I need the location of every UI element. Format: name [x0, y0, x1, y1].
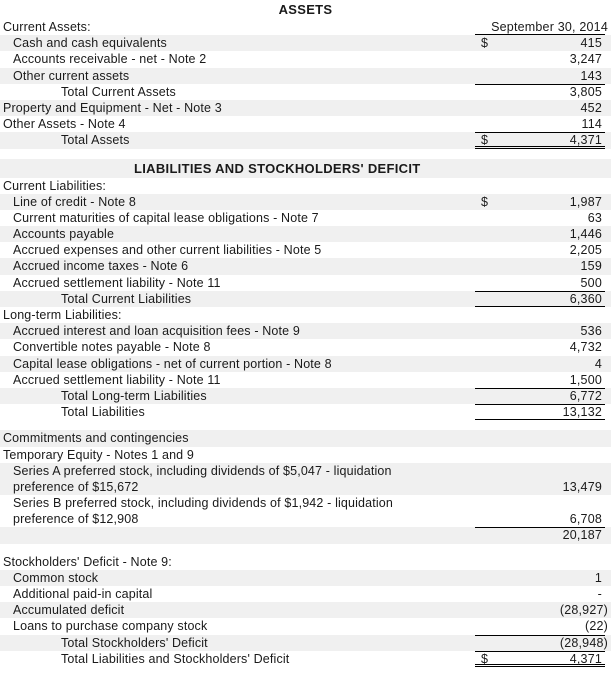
liability-row: Accounts payable 1,446: [0, 226, 611, 242]
total-liabilities-row: Total Liabilities 13,132: [0, 404, 611, 420]
liability-row: Accrued settlement liability - Note 11 500: [13, 275, 602, 290]
longterm-liabilities-header-row: Long-term Liabilities:: [3, 308, 122, 322]
equity-row: Common stock 1: [0, 570, 611, 586]
total-current-assets-row: Total Current Assets 3,805: [0, 84, 611, 100]
total-assets-row: Total Assets $ 4,371: [0, 132, 611, 148]
preferred-stock-row: Series A preferred stock, including dividends of $5,047 - liquidation preference of $15,672 13,479: [0, 463, 611, 495]
liability-row: Capital lease obligations - net of current portion - Note 8 4: [0, 356, 611, 372]
temporary-equity-total-row: 20,187: [0, 527, 611, 543]
temporary-equity-header-row: Temporary Equity - Notes 1 and 9: [3, 447, 194, 462]
grand-total-row: Total Liabilities and Stockholders' Deficit $ 4,371: [0, 651, 611, 667]
liability-row: Accrued settlement liability - Note 11 1,500: [13, 372, 602, 387]
other-assets-row: Other Assets - Note 4 114: [3, 117, 602, 132]
preferred-stock-row: Series B preferred stock, including dividends of $1,942 - liquidation preference of $12,908 6,708: [13, 496, 602, 527]
liability-row: Accrued expenses and other current liabilities - Note 5 2,205: [13, 243, 602, 258]
liability-row: Line of credit - Note 8 $ 1,987: [0, 194, 611, 210]
date-column-header: September 30, 2014: [491, 20, 608, 34]
current-assets-header: Current Assets:: [3, 20, 91, 34]
liability-row: Convertible notes payable - Note 8 4,732: [13, 340, 602, 355]
currency-symbol: $: [481, 36, 488, 51]
asset-row: Accounts receivable - net - Note 2 3,247: [13, 52, 602, 67]
currency-symbol: $: [481, 133, 488, 148]
assets-title: ASSETS: [278, 2, 333, 17]
total-longterm-liabilities-row: Total Long-term Liabilities 6,772: [0, 388, 611, 404]
total-current-liabilities-row: Total Current Liabilities 6,360: [0, 291, 611, 307]
asset-row: Other current assets 143: [0, 68, 611, 84]
liability-row: Accrued interest and loan acquisition fees - Note 9 536: [0, 323, 611, 339]
liability-row: Accrued income taxes - Note 6 159: [0, 258, 611, 274]
equity-row: Accumulated deficit (28,927): [0, 602, 611, 618]
currency-symbol: $: [481, 651, 488, 666]
total-stockholders-deficit-row: Total Stockholders' Deficit (28,948): [0, 635, 611, 651]
property-row: Property and Equipment - Net - Note 3 452: [0, 100, 611, 116]
stockholders-deficit-header-row: Stockholders' Deficit - Note 9:: [3, 554, 172, 569]
liabilities-title: LIABILITIES AND STOCKHOLDERS' DEFICIT: [0, 159, 611, 178]
current-liabilities-header-row: Current Liabilities:: [3, 178, 107, 193]
commitments-row: Commitments and contingencies: [0, 430, 611, 446]
current-assets-header-row: [0, 19, 611, 35]
equity-row: Loans to purchase company stock (22): [13, 619, 608, 634]
asset-row: Cash and cash equivalents $ 415: [0, 35, 611, 51]
liability-row: Current maturities of capital lease obligations - Note 7 63: [13, 210, 602, 225]
currency-symbol: $: [481, 194, 488, 209]
equity-row: Additional paid-in capital -: [13, 587, 602, 602]
